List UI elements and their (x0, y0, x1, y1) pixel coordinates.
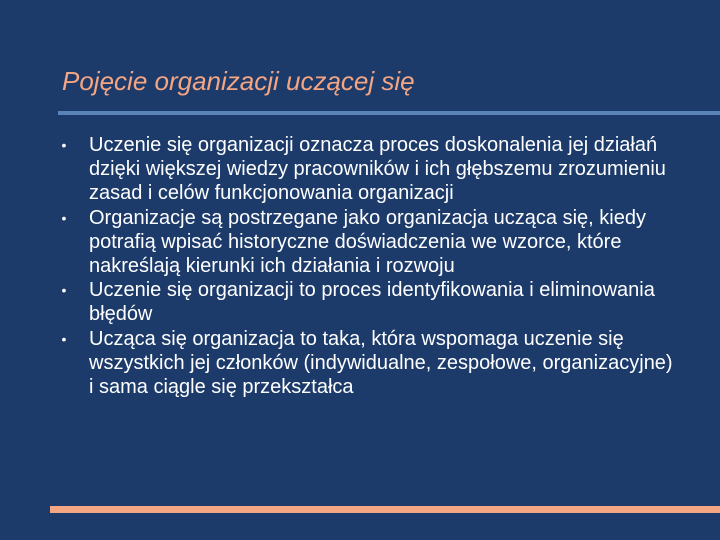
bullet-item (57, 278, 677, 326)
bullet-list (57, 133, 677, 399)
bullet-dot-icon: • (61, 209, 67, 226)
bullet-text: Uczenie się organizacji oznacza proces doskonalenia jej działań dzięki większej wiedzy pracowników i ich głębszemu zrozumieniu zasad i celów funkcjonowania organizacji (89, 134, 666, 205)
bullet-item (57, 327, 677, 400)
bottom-accent-bar (50, 506, 720, 513)
bullet-dot-icon: • (61, 282, 67, 299)
bullet-item (57, 206, 677, 279)
bullet-dot-icon: • (61, 137, 67, 153)
title-divider (58, 111, 720, 115)
bullet-text: Ucząca się organizacja to taka, która wspomaga uczenie się wszystkich jej członków (indywidualne, zespołowe, organizacyjne) i sama ciągle się przekształca (89, 327, 673, 399)
bullet-text: Organizacje są postrzegane jako organizacja ucząca się, kiedy potrafią wpisać historyczne doświadczenia we wzorce, które nakreślają kierunki ich działania i rozwoju (89, 206, 646, 278)
bullet-dot-icon: • (61, 330, 67, 347)
bullet-text: Uczenie się organizacji to proces identyfikowania i eliminowania błędów (89, 279, 655, 326)
slide-title: Pojęcie organizacji uczącej się (62, 66, 415, 96)
bullet-item (57, 133, 677, 206)
